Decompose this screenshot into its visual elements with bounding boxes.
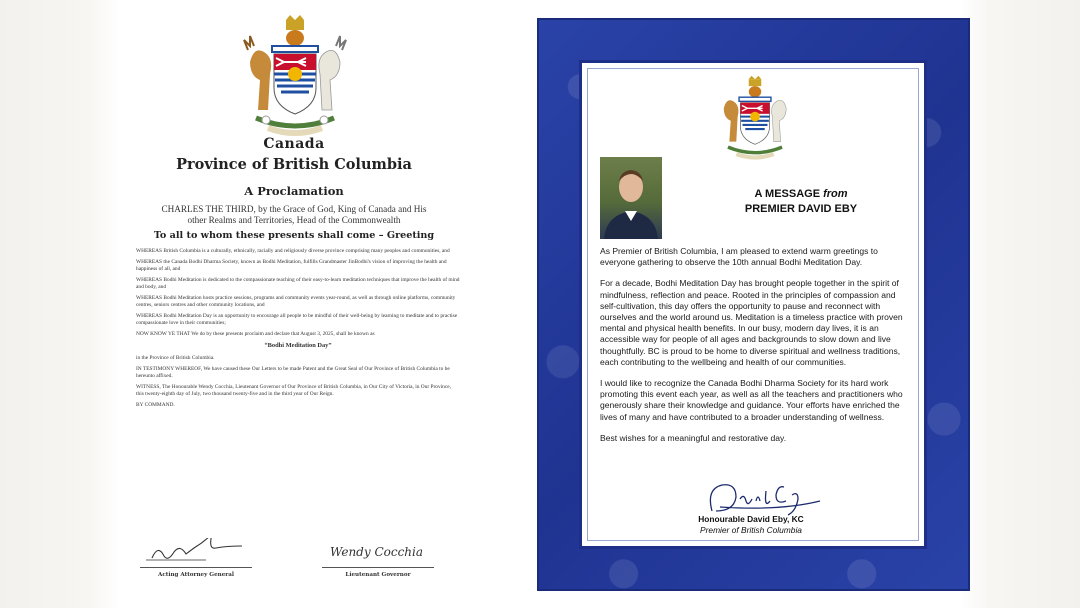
message-paragraph: As Premier of British Columbia, I am pleased to extend warm greetings to everyone gathering to observe the 10th annual Bodhi Meditation Day. xyxy=(600,246,878,268)
whereas-clause: WHEREAS Bodhi Meditation is dedicated to the compassionate teaching of their easy-to-learn meditation techniques that improve the health of mind and body, and xyxy=(136,277,460,290)
signature-line xyxy=(322,567,434,568)
premier-signature-image xyxy=(700,477,828,517)
testimony-clause: IN TESTIMONY WHEREOF, We have caused these Our Letters to be made Patent and the Great Seal of Our Province of British Columbia to be hereunto affixed. xyxy=(136,366,450,379)
greeting-line: To all to whom these presents shall come – Greeting xyxy=(153,230,435,241)
heading-prefix: A MESSAGE xyxy=(754,188,824,200)
whereas-clause: WHEREAS the Canada Bodhi Dharma Society, known as Bodhi Meditation, fulfills Grandmaster JinBodhi's vision of improving the health and happiness of all, and xyxy=(136,259,447,272)
attorney-general-caption: Acting Attorney General xyxy=(158,572,234,578)
signer-title: Premier of British Columbia xyxy=(700,525,802,535)
whereas-clause: WHEREAS British Columbia is a culturally, ethnically, racially and religiously diverse province comprising many peoples and communities, and xyxy=(136,248,450,254)
message-paragraph: Best wishes for a meaningful and restorative day. xyxy=(600,432,787,443)
province-line: in the Province of British Columbia. xyxy=(136,355,215,361)
royal-style-line: CHARLES THE THIRD, by the Grace of God, King of Canada and His other Realms and Territories, Head of the Commonwealth xyxy=(161,204,427,225)
by-command-line: BY COMMAND. xyxy=(136,402,175,408)
lieutenant-governor-caption: Lieutenant Governor xyxy=(345,572,411,578)
heading-premier-name: PREMIER DAVID EBY xyxy=(744,203,858,215)
proclamation-body xyxy=(136,248,460,413)
attorney-general-signature-image xyxy=(142,538,252,564)
bc-coat-of-arms-icon xyxy=(242,14,348,138)
proclamation-document xyxy=(118,8,470,600)
premier-message-card xyxy=(579,60,927,549)
lieutenant-governor-signature-image xyxy=(324,538,434,564)
message-heading xyxy=(682,187,920,217)
proclamation-country: Canada xyxy=(263,136,325,152)
signature-line xyxy=(140,567,252,568)
message-body xyxy=(600,246,910,454)
celebration-name: “Bodhi Meditation Day” xyxy=(264,342,332,349)
svg-text:Wendy Cocchia: Wendy Cocchia xyxy=(330,545,424,559)
proclamation-province: Province of British Columbia xyxy=(176,156,412,173)
proclamation-title: A Proclamation xyxy=(244,184,344,198)
message-paragraph: I would like to recognize the Canada Bodhi Dharma Society for its hard work promoting this event each year, as well as all the teachers and practitioners who generously share their knowledge and guidance. Your efforts have enriched the lives of many and have contributed to a broader understanding of wellness. xyxy=(600,378,903,422)
bc-coat-of-arms-icon xyxy=(716,75,794,161)
whereas-clause: WHEREAS Bodhi Meditation hosts practice sessions, programs and community events year-round, as well as through online platforms, community centres, seniors centres and other community locations, and xyxy=(136,295,456,308)
signer-name: Honourable David Eby, KC xyxy=(698,514,804,524)
whereas-clause: WHEREAS Bodhi Meditation Day is an opportunity to encourage all people to be mindful of their well-being by learning to meditate and to practise compassionate love in their communities; xyxy=(136,313,458,326)
premier-portrait-photo xyxy=(600,157,662,239)
declaration-clause: NOW KNOW YE THAT We do by these presents proclaim and declare that August 3, 2025, shall be known as xyxy=(136,331,375,337)
message-paragraph: For a decade, Bodhi Meditation Day has brought people together in the spirit of mindfulness, reflection and peace. Rooted in the principles of compassion and self-cultivation, this day offers the opportunity to pause and reconnect with ourselves and the world around us. Meditation is a timeless practice with proven mental and physical health benefits. In our busy, modern day lives, it is an accessible way for people of all ages and backgrounds to slow down and live thoughtfully. BC is proud to be home to diverse spiritual and wellness traditions, each contributing to the wellbeing and health of our communities. xyxy=(600,278,903,367)
heading-from: from xyxy=(823,188,848,200)
witness-clause: WITNESS, The Honourable Wendy Cocchia, Lieutenant Governor of Our Province of British Columbia, in Our City of Victoria, in Our Province, this twenty-eighth day of July, two thousand twenty-five and in the third year of Our Reign. xyxy=(136,384,451,397)
